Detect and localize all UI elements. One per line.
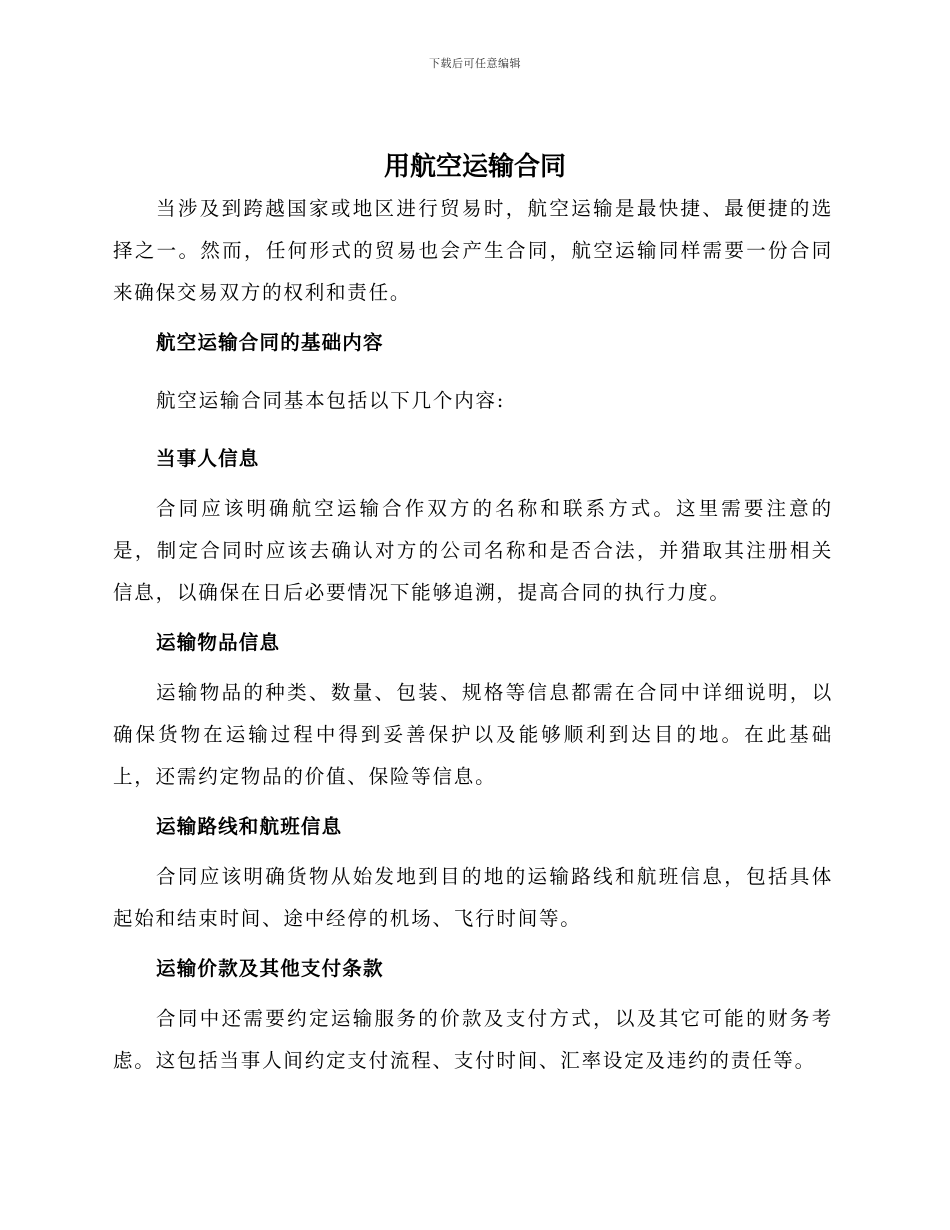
section-heading-basics: 航空运输合同的基础内容 (156, 331, 384, 354)
section-heading-payment: 运输价款及其他支付条款 (156, 957, 384, 980)
section-heading-goods: 运输物品信息 (156, 631, 281, 654)
section-text-payment: 合同中还需要约定运输服务的价款及支付方式，以及其它可能的财务考虑。这包括当事人间约定支付流程、支付时间、汇率设定及违约的责任等。 (113, 1007, 833, 1072)
section-text-parties: 合同应该明确航空运输合作双方的名称和联系方式。这里需要注意的是，制定合同时应该去确认对方的公司名称和是否合法，并猎取其注册相关信息，以确保在日后必要情况下能够追溯，提高合同的执行力度。 (113, 497, 833, 604)
section-heading-parties: 当事人信息 (156, 447, 260, 470)
section-text-basics: 航空运输合同基本包括以下几个内容: (156, 389, 506, 412)
section-heading-route: 运输路线和航班信息 (156, 815, 343, 838)
section-text-route: 合同应该明确货物从始发地到目的地的运输路线和航班信息，包括具体起始和结束时间、途中经停的机场、飞行时间等。 (113, 865, 833, 930)
document-title: 用航空运输合同 (383, 152, 566, 182)
document-body (113, 188, 833, 1082)
section-text-goods: 运输物品的种类、数量、包装、规格等信息都需在合同中详细说明，以确保货物在运输过程中得到妥善保护以及能够顺利到达目的地。在此基础上，还需约定物品的价值、保险等信息。 (113, 681, 833, 788)
page-header-note: 下载后可任意编辑 (429, 57, 521, 70)
intro-paragraph: 当涉及到跨越国家或地区进行贸易时，航空运输是最快捷、最便捷的选择之一。然而，任何形式的贸易也会产生合同，航空运输同样需要一份合同来确保交易双方的权利和责任。 (113, 197, 833, 304)
